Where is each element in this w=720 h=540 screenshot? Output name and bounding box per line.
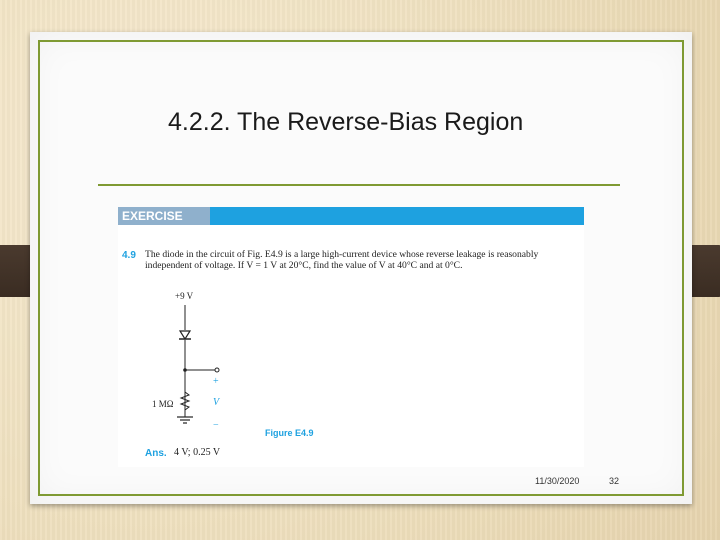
- slide: [30, 32, 692, 504]
- diode-symbol: [180, 331, 190, 339]
- problem-text: The diode in the circuit of Fig. E4.9 is a large high-current device whose reverse leakage is reasonably independent of voltage. If V = 1 V at 20°C, find the value of V at 40°C and at 0°C.: [145, 249, 539, 271]
- exercise-header-label: EXERCISE: [118, 207, 210, 225]
- slide-title: 4.2.2. The Reverse-Bias Region: [168, 108, 524, 136]
- footer-page-number: 32: [609, 476, 620, 486]
- supply-voltage-label: +9 V: [175, 291, 194, 301]
- answer-text: 4 V; 0.25 V: [174, 447, 221, 458]
- voltage-label: V: [213, 397, 220, 408]
- figure-label: Figure E4.9: [265, 428, 314, 438]
- output-terminal: [215, 368, 219, 372]
- problem-number: 4.9: [122, 250, 136, 261]
- title-divider: [98, 184, 620, 186]
- circuit-diagram: [118, 207, 584, 467]
- resistor-label: 1 MΩ: [152, 399, 174, 409]
- plus-label: +: [213, 376, 219, 387]
- answer-label: Ans.: [145, 448, 167, 459]
- footer-date: 11/30/2020: [535, 476, 580, 486]
- minus-label: −: [213, 420, 219, 431]
- exercise-figure: [118, 207, 584, 467]
